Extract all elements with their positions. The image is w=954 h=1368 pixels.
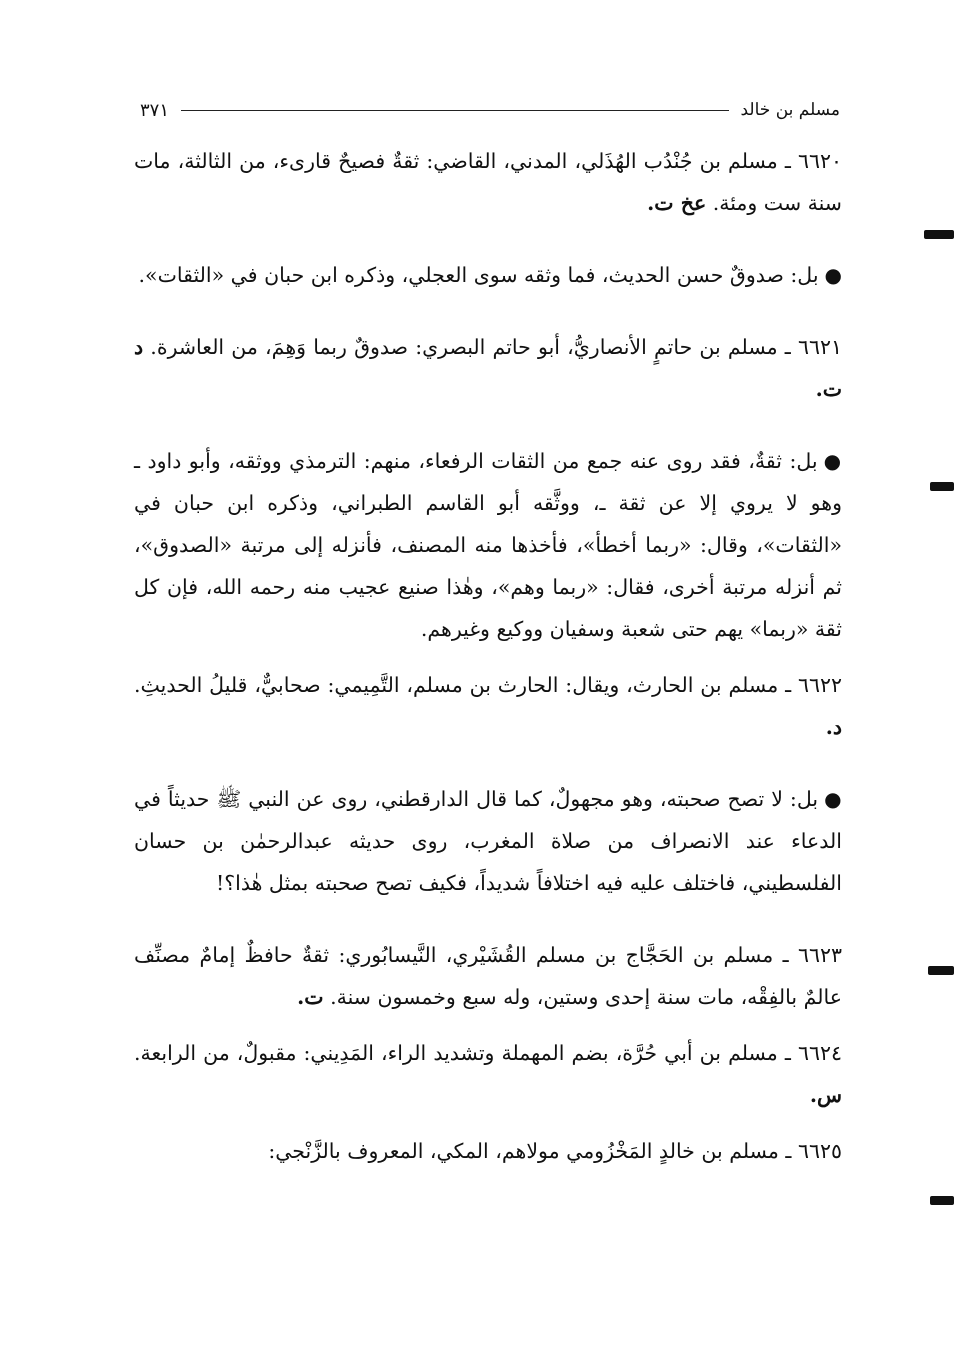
commentary-6620	[134, 254, 842, 296]
entry-sigla: د ت.	[134, 335, 842, 401]
entry-text: ٦٦٢٣ ـ مسلم بن الحَجَّاج بن مسلم القُشَيْري، النَّيسابُوري: ثقةٌ حافظٌ إمامٌ مصنِّف عالمٌ بالفِقْه، مات سنة إحدى وستين، وله سبع وخمسون سنة.	[134, 943, 842, 1009]
commentary-6621	[134, 440, 842, 650]
entry-6624	[134, 1032, 842, 1116]
entry-sigla: د.	[825, 715, 842, 739]
entry-sigla: س.	[809, 1083, 842, 1107]
header-rule	[181, 110, 728, 111]
page-body	[134, 140, 842, 1172]
bullet-icon: ●	[824, 263, 842, 287]
entry-6623	[134, 934, 842, 1018]
entry-sigla: ت.	[297, 985, 324, 1009]
entry-text: ٦٦٢١ ـ مسلم بن حاتمٍ الأنصاريُّ، أبو حاتم البصري: صدوقٌ ربما وَهِمَ، من العاشرة.	[143, 335, 842, 359]
entry-6622	[134, 664, 842, 748]
bullet-icon: ●	[824, 787, 842, 811]
margin-tab-mark	[928, 966, 954, 975]
entry-sigla: عخ ت.	[647, 191, 707, 215]
entry-6621	[134, 326, 842, 410]
margin-tab-mark	[924, 230, 954, 239]
page-header	[140, 90, 840, 130]
commentary-text: بل: صدوقٌ حسن الحديث، فما وثقه سوى العجلي، وذكره ابن حبان في «الثقات».	[138, 263, 819, 287]
entry-6625	[134, 1130, 842, 1172]
commentary-6622	[134, 778, 842, 904]
margin-tab-mark	[930, 482, 954, 491]
entry-6620	[134, 140, 842, 224]
margin-tab-mark	[930, 1196, 954, 1205]
commentary-text: بل: ثقةٌ، فقد روى عنه جمع من الثقات الرفعاء، منهم: الترمذي ووثقه، وأبو داود ـ وهو لا يروي إلا عن ثقة ـ، ووثَّقه أبو القاسم الطبراني، وذكره ابن حبان في «الثقات»، وقال: «ربما أخطأ»، فأخذها منه المصنف، فأنزله إلى مرتبة «الصدوق»، ثم أنزله مرتبة أخرى، فقال: «ربما وهم»، وهٰذا صنيع عجيب منه رحمه الله، فإن كل ثقة «ربما» يهم حتى شعبة وسفيان ووكيع وغيرهم.	[134, 449, 842, 641]
entry-text: ٦٦٢٥ ـ مسلم بن خالدٍ المَخْزُومي مولاهم، المكي، المعروف بالزَّنْجي:	[268, 1139, 842, 1163]
page-number: ٣٧١	[140, 99, 170, 121]
entry-text: ٦٦٢٠ ـ مسلم بن جُنْدُب الهُذَلي، المدني، القاضي: ثقةٌ فصيحٌ قارىء، من الثالثة، مات سنة ست ومئة.	[134, 149, 842, 215]
commentary-text: بل: لا تصح صحبته، وهو مجهولٌ، كما قال الدارقطني، روى عن النبي ﷺ حديثاً في الدعاء عند الانصراف من صلاة المغرب، روى حديثه عبدالرحمٰن بن حسان الفلسطيني، فاختلف عليه فيه اختلافاً شديداً، فكيف تصح صحبته بمثل هٰذا؟!	[134, 787, 842, 895]
entry-text: ٦٦٢٤ ـ مسلم بن أبي حُرَّة، بضم المهملة وتشديد الراء، المَدِيني: مقبولٌ، من الرابعة.	[134, 1041, 842, 1065]
running-title: مسلم بن خالد	[740, 100, 840, 120]
bullet-icon: ●	[823, 449, 842, 473]
entry-text: ٦٦٢٢ ـ مسلم بن الحارث، ويقال: الحارث بن مسلم، التَّمِيمي: صحابيٌّ، قليلُ الحديثِ.	[134, 673, 842, 697]
